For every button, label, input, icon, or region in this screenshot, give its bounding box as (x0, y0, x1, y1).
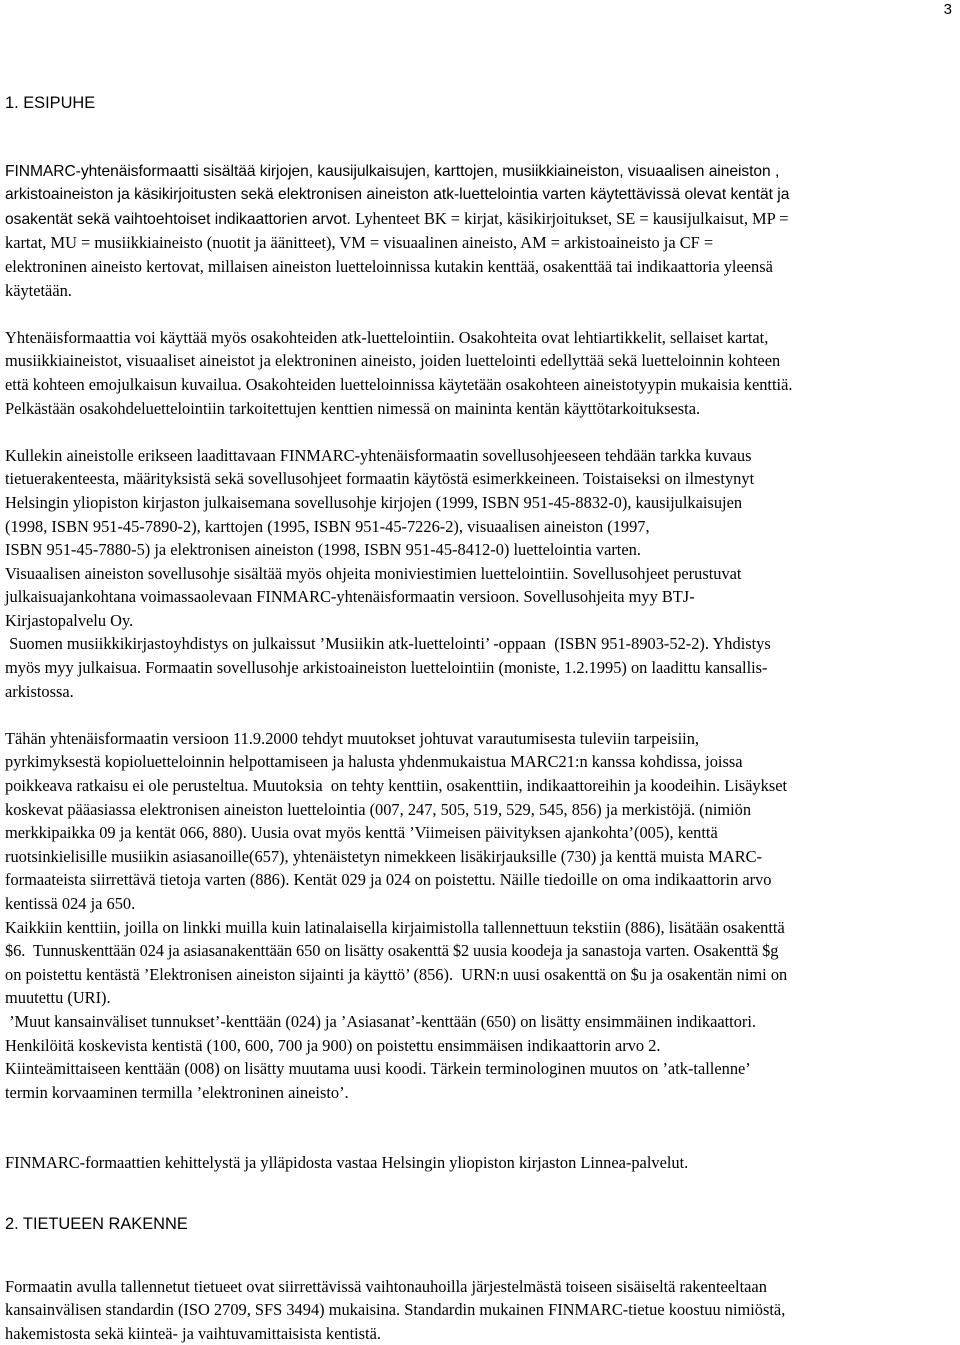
paragraph-muutokset (5, 727, 958, 1105)
paragraph-line: musiikkiaineistot, visuaaliset aineistot ja elektroninen aineisto, joiden luettelointi edellyttää sekä luetteloinnin kohteen (5, 351, 781, 371)
paragraph-line: hakemistosta sekä kiinteä- ja vaihtuvamittaisista kentistä. (5, 1323, 381, 1343)
paragraph-line: koskevat pääasiassa elektronisen aineiston luettelointia (007, 247, 505, 519, 529, 545, 856) ja merkistöjä. (nimiön (5, 799, 752, 819)
section-heading-tietueen-rakenne: 2. TIETUEEN RAKENNE (5, 1214, 188, 1233)
paragraph-line: FINMARC-yhtenäisformaatti sisältää kirjojen, kausijulkaisujen, karttojen, musiikkiaineiston, visuaalisen aineiston , (5, 162, 780, 180)
paragraph-line: pyrkimyksestä kopioluetteloinnin helpottamiseen ja halusta yhdenmukaistua MARC21:n kanssa kohdissa, joissa (5, 752, 743, 772)
paragraph-line: että kohteen emojulkaisun kuvailua. Osakohteiden luetteloinnissa käytetään osakohteen aineistotyypin mukaisia kenttiä. (5, 374, 793, 394)
section-heading-esipuhe: 1. ESIPUHE (5, 94, 96, 112)
paragraph-line: muutettu (URI). (5, 988, 111, 1008)
paragraph-line: Kirjastopalvelu Oy. (5, 610, 134, 630)
page-number: 3 (943, 1, 952, 18)
paragraph-intro (5, 160, 958, 303)
paragraph-line: merkkipaikka 09 ja kentät 066, 880). Uusia ovat myös kenttä ’Viimeisen päivityksen ajankohta’(005), kenttä (5, 823, 718, 843)
paragraph-line: kartat, MU = musiikkiaineisto (nuotit ja äänitteet), VM = visuaalinen aineisto, AM = arkistoaineisto ja CF = (5, 233, 714, 253)
paragraph-line: termin korvaaminen termilla ’elektroninen aineisto’. (5, 1082, 349, 1102)
paragraph-line: Kullekin aineistolle erikseen laadittavaan FINMARC-yhtenäisformaatin sovellusohjeeseen tehdään tarkka kuvaus (5, 445, 752, 465)
paragraph-line: osakentät sekä vaihtoehtoiset indikaattorien arvot. Lyhenteet BK = kirjat, käsikirjoitukset, SE = kausijulkaisut, MP = (5, 208, 789, 228)
paragraph-line: kentissä 024 ja 650. (5, 894, 136, 913)
paragraph-line: ruotsinkielisille musiikin asiasanoille(657), yhtenäistetyn nimekkeen lisäkirjauksille (730) ja kenttä muista MARC- (5, 846, 763, 866)
paragraph-line: poikkeava ratkaisu ei ole perusteltua. Muutoksia on tehty kenttiin, osakenttiin, indikaattoreihin ja koodeihin. Lisäykset (5, 776, 788, 796)
paragraph-line: tietuerakenteesta, määrityksistä sekä sovellusohjeet formaatin käytöstä esimerkkeineen. Toistaiseksi on ilmestynyt (5, 469, 755, 489)
paragraph-line: myös myy julkaisua. Formaatin sovellusohje arkistoaineiston luettelointiin (moniste, 1.2.1995) on laadittu kansallis- (5, 658, 768, 678)
paragraph-line: on poistettu kentästä ’Elektronisen aineiston sijainti ja käyttö’ (856). URN:n uusi osakenttä on $u ja osakentän nimi on (5, 964, 788, 984)
paragraph-line: formaateista siirrettävä tietoja varten (886). Kentät 029 ja 024 on poistettu. Näille tiedoille on oma indikaattorin arvo (5, 870, 772, 890)
paragraph-line: Suomen musiikkikirjastoyhdistys on julkaissut ’Musiikin atk-luettelointi’ -oppaan (ISBN 951-8903-52-2). Yhdistys (5, 634, 771, 654)
paragraph-line: Yhtenäisformaattia voi käyttää myös osakohteiden atk-luettelointiin. Osakohteita ovat lehtiartikkelit, sellaiset kartat, (5, 327, 769, 347)
paragraph-line: kansainvälisen standardin (ISO 2709, SFS 3494) mukaisina. Standardin mukainen FINMARC-tietue koostuu nimiöstä, (5, 1300, 786, 1320)
paragraph-sovellusohjeet (5, 444, 958, 704)
paragraph-line: Tähän yhtenäisformaatin versioon 11.9.2000 tehdyt muutokset johtuvat varautumisesta tuleviin tarpeisiin, (5, 728, 700, 748)
paragraph-line: Formaatin avulla tallennetut tietueet ovat siirrettävissä vaihtonauhoilla järjestelmästä toiseen sisäiseltä rakenteeltaan (5, 1276, 767, 1296)
paragraph-line: ISBN 951-45-7880-5) ja elektronisen aineiston (1998, ISBN 951-45-8412-0) luettelointia varten. (5, 540, 641, 560)
paragraph-line: arkistoaineiston ja käsikirjoitusten sekä elektronisen aineiston atk-luettelointia varten käytettävissä olevat kentät ja (5, 186, 790, 204)
document-body (5, 92, 958, 1345)
paragraph-line: elektroninen aineisto kertovat, millaisen aineiston luetteloinnissa kutakin kenttää, osakenttää tai indikaattoria yleensä (5, 256, 773, 276)
abbreviations-text: Lyhenteet BK = kirjat, käsikirjoitukset, SE = kausijulkaisut, MP = (355, 208, 789, 228)
paragraph-line: Pelkästään osakohdeluettelointiin tarkoitettujen kenttien nimessä on maininta kentän käyttötarkoituksesta. (5, 398, 701, 418)
paragraph-line: Kaikkiin kenttiin, joilla on linkki muilla kuin latinalaisella kirjaimistolla tallennettuun tekstiin (886), lisätään osakenttä (5, 917, 785, 937)
paragraph-line: Kiinteämittaiseen kenttään (008) on lisätty muutama uusi koodi. Tärkein terminologinen muutos on ’atk-tallenne’ (5, 1059, 751, 1079)
paragraph-linnea: FINMARC-formaattien kehittelystä ja ylläpidosta vastaa Helsingin yliopiston kirjaston Linnea-palvelut. (5, 1153, 689, 1173)
paragraph-line: $6. Tunnuskenttään 024 ja asiasanakenttään 650 on lisätty osakenttä $2 uusia koodeja ja sanastoja varten. Osakenttä $g (5, 941, 779, 961)
paragraph-line: arkistossa. (5, 681, 74, 701)
paragraph-line: Helsingin yliopiston kirjaston julkaisemana sovellusohje kirjojen (1999, ISBN 951-45-8832-0), kausijulkaisujen (5, 492, 743, 512)
paragraph-line: julkaisuajankohtana voimassaolevaan FINMARC-yhtenäisformaatin versioon. Sovellusohjeita myy BTJ- (5, 587, 695, 607)
paragraph-line: (1998, ISBN 951-45-7890-2), karttojen (1995, ISBN 951-45-7226-2), visuaalisen aineiston (1997, (5, 516, 650, 536)
paragraph-osakohteet (5, 326, 958, 420)
paragraph-line: ’Muut kansainväliset tunnukset’-kenttään (024) ja ’Asiasanat’-kenttään (650) on lisätty ensimmäinen indikaattori. (5, 1011, 757, 1031)
paragraph-line: Henkilöitä koskevista kentistä (100, 600, 700 ja 900) on poistettu ensimmäisen indikaattorin arvo 2. (5, 1035, 661, 1055)
paragraph-tietue (5, 1275, 958, 1345)
paragraph-line: Visuaalisen aineiston sovellusohje sisältää myös ohjeita moniviestimien luettelointiin. Sovellusohjeet perustuvat (5, 563, 742, 583)
paragraph-line: käytetään. (5, 280, 72, 300)
